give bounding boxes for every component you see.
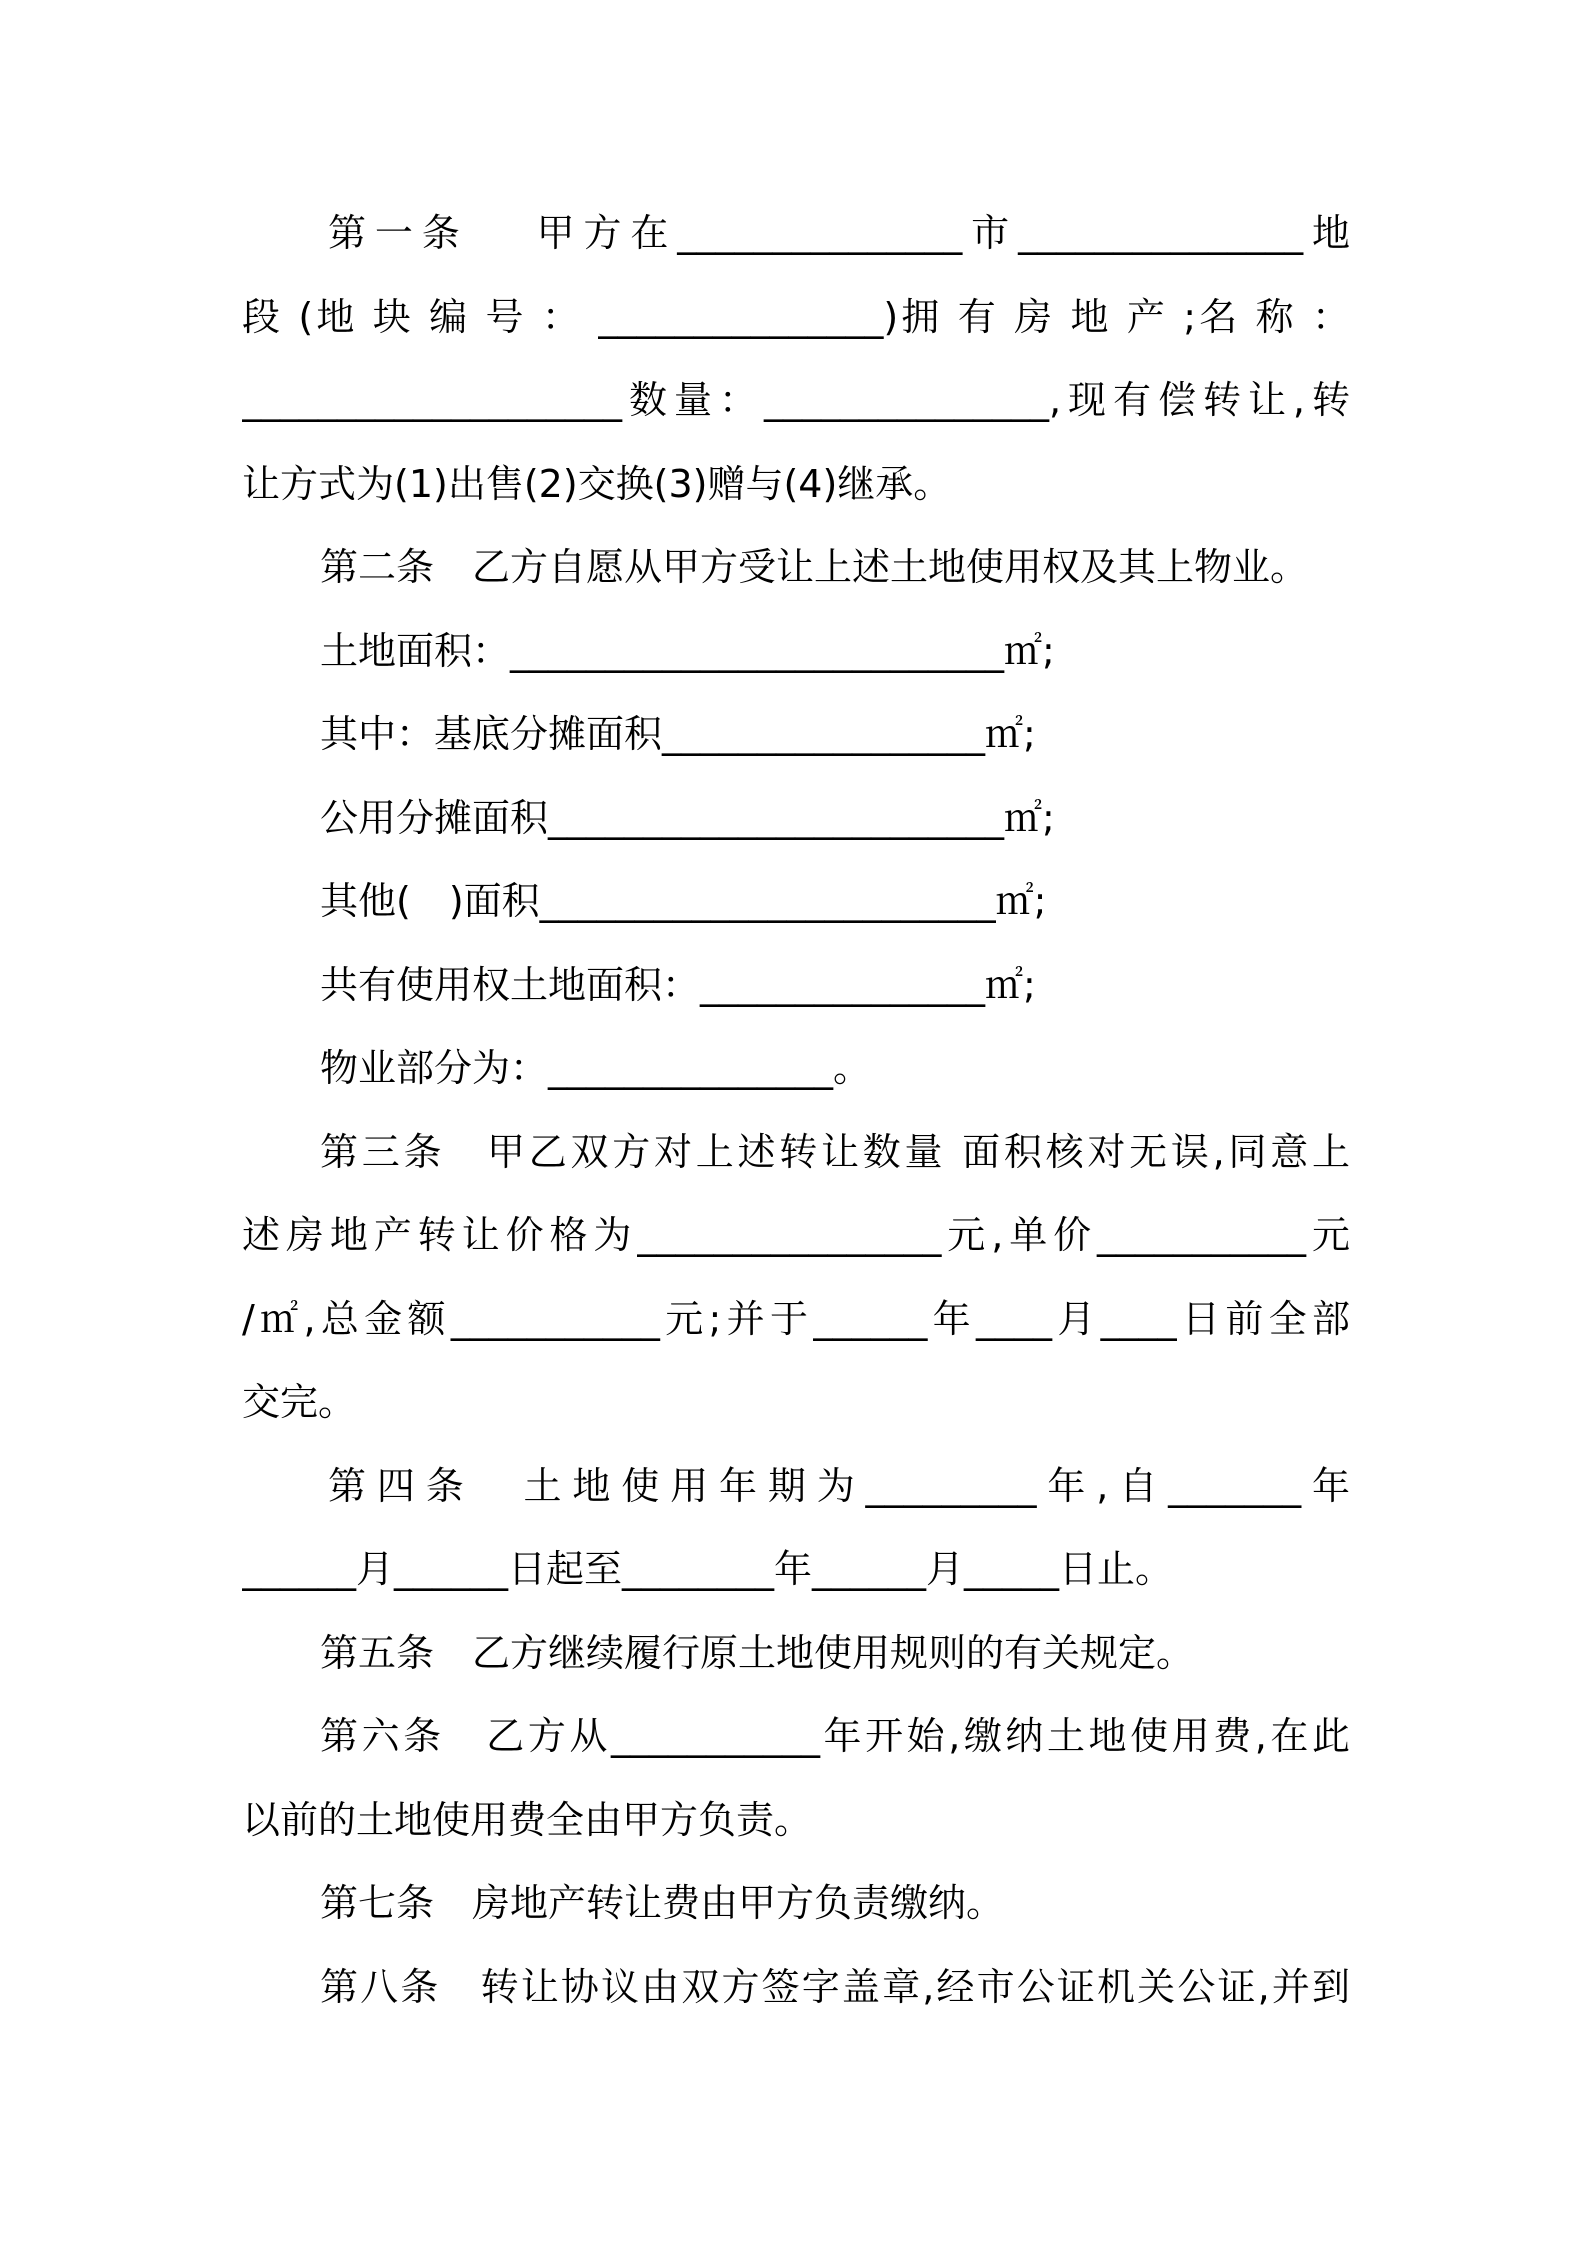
article-3 <box>242 1111 1350 1445</box>
land-area-line: 土地面积：__________________________㎡; <box>320 628 1055 673</box>
article-3-line-3: /㎡,总金额___________元;并于______年____月____日前全部 <box>242 1296 1350 1341</box>
other-area-line: 其他( )面积________________________㎡; <box>320 879 1047 923</box>
article-4-line-2: ______月______日起至________年______月_____日止。 <box>242 1547 1174 1591</box>
article-1-line-3: ____________________数量：_______________,现有偿转让,转 <box>242 378 1350 422</box>
base-shared-area-line: 其中：基底分摊面积_________________㎡; <box>320 712 1036 756</box>
contract-page <box>242 192 1350 2029</box>
article-1-line-4: 让方式为(1)出售(2)交换(3)赠与(4)继承。 <box>242 461 952 506</box>
public-shared-area-line: 公用分摊面积________________________㎡; <box>320 795 1055 840</box>
article-6-line-1: 第六条 乙方从___________年开始,缴纳土地使用费,在此 <box>320 1714 1350 1758</box>
co-owned-land-area-line: 共有使用权土地面积：_______________㎡; <box>320 962 1036 1007</box>
article-8 <box>242 1946 1350 2030</box>
article-8-line-1: 第八条 转让协议由双方签字盖章,经市公证机关公证,并到 <box>320 1964 1350 2009</box>
article-3-line-1: 第三条 甲乙双方对上述转让数量 面积核对无误,同意上 <box>320 1129 1350 1174</box>
article-4-line-1: 第四条 土地使用年期为_________年,自_______年 <box>328 1463 1350 1508</box>
article-1-line-1: 第一条 甲方在_______________市_______________地 <box>328 211 1350 255</box>
article-1 <box>242 192 1350 526</box>
article-4 <box>242 1445 1350 1612</box>
article-7-line-1: 第七条 房地产转让费由甲方负责缴纳。 <box>320 1881 1005 1925</box>
article-7 <box>242 1862 1350 1946</box>
article-3-line-4: 交完。 <box>242 1380 357 1424</box>
article-3-line-2: 述房地产转让价格为________________元,单价___________元 <box>242 1213 1350 1257</box>
article-5 <box>242 1612 1350 1696</box>
article-5-line-1: 第五条 乙方继续履行原土地使用规则的有关规定。 <box>320 1630 1195 1675</box>
article-2 <box>242 526 1350 1111</box>
property-part-line: 物业部分为：_______________。 <box>320 1046 872 1090</box>
article-2-line-1: 第二条 乙方自愿从甲方受让上述土地使用权及其上物业。 <box>320 545 1309 589</box>
article-1-line-2: 段 (地 块 编 号 ： _______________)拥 有 房 地 产 ;名 称 ： <box>242 294 1350 339</box>
article-6 <box>242 1695 1350 1862</box>
article-6-line-2: 以前的土地使用费全由甲方负责。 <box>242 1797 813 1842</box>
